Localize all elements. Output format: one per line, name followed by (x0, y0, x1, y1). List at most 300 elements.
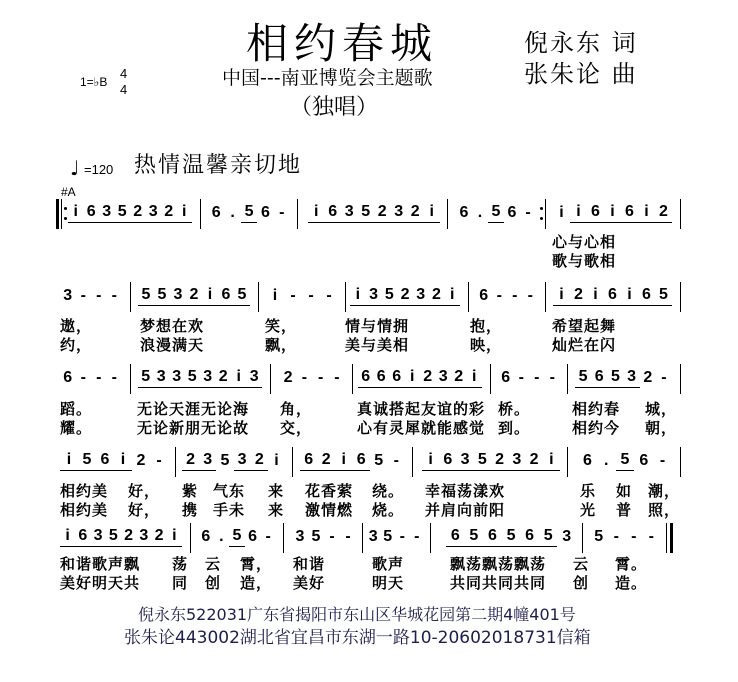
sustain-dash: - (631, 527, 637, 545)
note: 2 (182, 451, 199, 471)
lyric-verse2: 照， (648, 501, 681, 519)
note: 2 (570, 286, 587, 306)
lyric-verse1: 紫 (182, 482, 199, 500)
measure (60, 367, 122, 389)
note: 6 (353, 451, 371, 471)
augmentation-dot: . (603, 451, 609, 469)
note: 2 (655, 203, 672, 223)
lyric-verse1: 希望起舞 (552, 317, 617, 335)
note: 3 (457, 451, 474, 471)
bar-line (190, 523, 191, 553)
sustain-dash: - (279, 203, 285, 221)
note: 6 (520, 527, 539, 547)
note: i (553, 286, 570, 306)
note: 5 (655, 286, 672, 306)
sustain-dash: - (414, 527, 420, 545)
bar-line (582, 523, 583, 553)
sustain-dash: - (661, 368, 667, 386)
note: 2 (130, 203, 146, 223)
note: i (272, 286, 278, 304)
note: 3 (234, 451, 251, 471)
note: 3 (508, 451, 525, 471)
bar-line (545, 199, 546, 229)
lyric-verse2: 烧。 (372, 501, 405, 519)
note: 3 (200, 368, 216, 388)
measure (138, 285, 250, 307)
lyric-verse2: 无论新朋无论故 (137, 419, 250, 437)
note: 3 (199, 451, 216, 471)
lyric-verse2: 同 (172, 574, 189, 592)
bar-line (130, 282, 131, 312)
augmentation-dot: . (230, 203, 235, 221)
lyric-verse1: 花香萦 (305, 482, 354, 500)
note: i (231, 368, 247, 388)
note: 2 (374, 203, 391, 223)
note: 5 (383, 527, 393, 545)
note: 3 (136, 527, 151, 547)
note: i (405, 368, 421, 388)
repeat-dot (540, 217, 543, 220)
lyric-verse1: 角， (280, 400, 313, 418)
lyric-verse2: 来 (268, 501, 285, 519)
repeat-dot (64, 207, 67, 210)
note: i (604, 203, 621, 223)
sustain-dash: - (301, 368, 308, 386)
lyric-verse2: 到。 (498, 419, 531, 437)
bar-line (680, 282, 681, 312)
sustain-dash: - (156, 451, 162, 469)
note: 5 (185, 368, 201, 388)
note: 6 (248, 527, 258, 545)
lyric-verse1: 相约美 (60, 482, 109, 500)
bar-line (447, 199, 448, 229)
bar-line (283, 523, 284, 553)
note: 5 (154, 286, 170, 306)
lyric-verse1: 潮， (648, 482, 681, 500)
augmentation-dot: . (477, 203, 483, 221)
lyric-verse1: 城， (645, 400, 678, 418)
note: 6 (446, 527, 465, 547)
lyric-verse1: 幸福荡漾欢 (425, 482, 506, 500)
note: i (308, 203, 325, 223)
lyric-verse2: 交， (280, 419, 313, 437)
sustain-dash: - (111, 286, 117, 304)
bar-line (175, 447, 176, 477)
lyric-verse2: 美好 (293, 574, 326, 592)
note: 6 (582, 451, 592, 469)
note: i (444, 286, 460, 306)
performance-type: （独唱） (290, 95, 379, 120)
note: 5 (575, 368, 591, 388)
lyric-verse1: 心与心相 (552, 233, 617, 251)
lyric-verse1: 歌声 (372, 555, 405, 573)
note: 3 (146, 203, 162, 223)
note: 6 (638, 286, 655, 306)
note: 2 (186, 286, 202, 306)
sustain-dash: - (111, 368, 117, 386)
lyric-verse1: 情与情拥 (345, 317, 410, 335)
note: 5 (78, 451, 96, 471)
note: 2 (251, 451, 268, 471)
note: 3 (295, 527, 305, 545)
sustain-dash: - (613, 527, 619, 545)
sustain-dash: - (80, 286, 86, 304)
bar-line (362, 523, 363, 553)
note: 6 (591, 368, 607, 388)
lyricist-address: 倪永东522031广东省揭阳市东山区华城花园第二期4幢401号 (138, 605, 576, 624)
measure (446, 526, 576, 548)
note: i (114, 451, 132, 471)
repeat-dot (64, 217, 67, 220)
sustain-dash: - (648, 527, 654, 545)
note: 2 (407, 203, 424, 223)
measure (476, 285, 538, 307)
lyric-verse1: 来 (268, 482, 285, 500)
lyric-verse2: 飘， (265, 336, 298, 354)
lyric-verse2: 灿烂在闪 (552, 336, 617, 354)
note: 6 (501, 368, 511, 386)
note: 5 (616, 451, 635, 471)
measure (553, 202, 672, 224)
measure (456, 202, 536, 224)
lyric-verse1: 蹈。 (60, 400, 93, 418)
note: 2 (121, 527, 136, 547)
note: i (559, 203, 564, 221)
lyric-verse1: 梦想在欢 (140, 317, 205, 335)
sustain-dash: - (80, 368, 86, 386)
note: 6 (358, 368, 374, 388)
note: 3 (413, 286, 429, 306)
note: 3 (247, 368, 263, 388)
final-thin-bar (666, 523, 667, 553)
note: i (638, 203, 655, 223)
note: 6 (211, 203, 221, 221)
note: i (177, 203, 193, 223)
sustain-dash: - (525, 203, 531, 221)
note: 6 (260, 203, 270, 221)
lyric-verse2: 相约美 (60, 501, 109, 519)
lyric-verse1: 无论天涯无论海 (137, 400, 250, 418)
lyric-verse1: 如 (616, 482, 633, 500)
note: 2 (152, 527, 167, 547)
lyric-verse2: 造， (240, 574, 273, 592)
lyric-verse2: 普 (616, 501, 633, 519)
lyric-verse2: 共同共同共同 (450, 574, 547, 592)
note: 5 (220, 451, 230, 469)
sustain-dash: - (334, 368, 340, 386)
note: 3 (366, 286, 382, 306)
lyric-verse1: 好， (128, 482, 161, 500)
note: 5 (229, 527, 245, 547)
bar-line (567, 447, 568, 477)
note: i (621, 286, 638, 306)
lyric-verse1: 真诚搭起友谊的彩 (357, 400, 486, 418)
sustain-dash: - (393, 451, 399, 469)
bar-line (352, 364, 353, 394)
note: 3 (170, 286, 186, 306)
sustain-dash: - (512, 286, 518, 304)
lyric-verse2: 约， (60, 336, 93, 354)
note: 6 (63, 368, 73, 386)
sustain-dash: - (265, 527, 271, 545)
bar-line (680, 199, 681, 229)
lyric-verse1: 遨， (60, 317, 93, 335)
lyric-verse2: 映， (470, 336, 503, 354)
note: 5 (474, 451, 491, 471)
augmentation-dot: . (219, 527, 224, 545)
sustain-dash: - (496, 286, 502, 304)
lyric-verse2: 明天 (372, 574, 405, 592)
bar-line (545, 282, 546, 312)
note: 3 (341, 203, 358, 223)
sustain-dash: - (518, 368, 524, 386)
lyric-verse2: 创 (205, 574, 222, 592)
note: i (335, 451, 353, 471)
lyric-verse2: 创 (573, 574, 590, 592)
note: 2 (491, 451, 508, 471)
measure (182, 450, 285, 472)
note: 5 (594, 527, 604, 545)
note: 5 (374, 451, 384, 469)
measure (266, 285, 338, 307)
note: 5 (138, 286, 154, 306)
key-signature: 1=♭B (80, 75, 108, 89)
bar-line (258, 282, 259, 312)
note: 6 (483, 527, 502, 547)
bar-line (680, 447, 681, 477)
note: 2 (420, 368, 436, 388)
lyric-verse1: 霄， (240, 555, 273, 573)
note: 2 (451, 368, 467, 388)
measure (308, 202, 440, 224)
tempo-expression: 热情温馨亲切地 (134, 153, 303, 178)
note: i (202, 286, 218, 306)
bar-line (567, 364, 568, 394)
note: 2 (526, 451, 543, 471)
note: 6 (201, 527, 211, 545)
lyric-verse1: 荡 (172, 555, 189, 573)
lyric-verse2: 耀。 (60, 419, 93, 437)
note: 6 (84, 203, 100, 223)
sustain-dash: - (317, 368, 324, 386)
note: 5 (241, 203, 257, 223)
bar-line (430, 523, 431, 553)
measure (366, 526, 424, 548)
bar-line (490, 364, 491, 394)
note: i (467, 368, 483, 388)
note: i (587, 286, 604, 306)
lyric-verse2: 光 (580, 501, 597, 519)
sustain-dash: - (329, 527, 335, 545)
measure (60, 526, 182, 548)
sustain-dash: - (399, 527, 405, 545)
bar-line (270, 364, 271, 394)
tempo-bpm: =120 (84, 162, 114, 177)
note: 5 (502, 527, 521, 547)
lyric-verse2: 激情燃 (305, 501, 354, 519)
note: 6 (459, 203, 469, 221)
note: 5 (311, 527, 321, 545)
lyric-verse1: 相约春 (572, 400, 621, 418)
measure (422, 450, 560, 472)
lyric-verse2: 好， (128, 501, 161, 519)
composer-credit: 张朱论 曲 (524, 60, 638, 88)
note: 5 (539, 527, 558, 547)
note: 6 (439, 451, 456, 471)
repeat-start-thin-bar (61, 199, 62, 229)
note: 6 (621, 203, 638, 223)
note: 5 (488, 203, 504, 223)
note: 3 (562, 527, 572, 545)
note: 5 (381, 286, 397, 306)
measure (60, 285, 122, 307)
note: 6 (374, 368, 390, 388)
sustain-dash: - (345, 527, 351, 545)
note: i (570, 203, 587, 223)
lyric-verse1: 桥。 (498, 400, 531, 418)
note: i (68, 203, 84, 223)
note: 3 (154, 368, 170, 388)
note: 2 (216, 368, 232, 388)
note: 6 (96, 451, 114, 471)
measure (198, 526, 276, 548)
measure (138, 367, 262, 389)
note: 5 (138, 368, 154, 388)
song-subtitle: 中国---南亚博览会主题歌 (222, 67, 433, 89)
note: 5 (607, 368, 623, 388)
note: 2 (643, 368, 653, 386)
bar-line (345, 282, 346, 312)
lyric-verse2: 并肩向前阳 (425, 501, 506, 519)
bar-line (297, 199, 298, 229)
sustain-dash: - (534, 368, 540, 386)
note: i (60, 451, 78, 471)
measure (350, 285, 460, 307)
quarter-note-icon: ♩ (70, 156, 80, 180)
note: 5 (358, 203, 375, 223)
sustain-dash: - (96, 368, 102, 386)
note: i (350, 286, 366, 306)
lyric-verse1: 云 (205, 555, 222, 573)
note: 6 (218, 286, 234, 306)
section-mark: #A (61, 185, 76, 199)
measure (280, 367, 345, 389)
time-signature-numerator: 4 (120, 66, 128, 81)
lyric-verse2: 手未 (213, 501, 246, 519)
note: i (167, 527, 182, 547)
note: 2 (397, 286, 413, 306)
measure (292, 526, 356, 548)
time-signature-denominator: 4 (120, 82, 128, 97)
note: 2 (429, 286, 445, 306)
note: i (422, 451, 439, 471)
lyric-verse2: 携 (182, 501, 199, 519)
lyric-verse2: 浪漫满天 (140, 336, 205, 354)
note: i (274, 451, 279, 469)
note: 5 (234, 286, 250, 306)
note: 3 (99, 203, 115, 223)
sustain-dash: - (290, 286, 296, 304)
lyric-verse2: 心有灵犀就能感觉 (357, 419, 486, 437)
measure (208, 202, 290, 224)
note: i (60, 527, 75, 547)
lyric-verse1: 乐 (580, 482, 597, 500)
bar-line (292, 447, 293, 477)
lyric-verse2: 相约今 (572, 419, 621, 437)
bar-line (468, 282, 469, 312)
lyric-verse1: 气东 (213, 482, 246, 500)
lyric-verse1: 云 (573, 555, 590, 573)
note: 2 (161, 203, 177, 223)
lyric-verse2: 歌与歌相 (552, 252, 617, 270)
lyricist-credit: 倪永东 词 (524, 29, 638, 57)
note: 5 (115, 203, 131, 223)
measure (300, 450, 405, 472)
sustain-dash: - (308, 286, 314, 304)
note: 3 (63, 286, 73, 304)
note: 6 (389, 368, 405, 388)
measure (358, 367, 482, 389)
sustain-dash: - (549, 368, 555, 386)
note: 3 (624, 368, 640, 388)
lyric-verse1: 霄。 (615, 555, 648, 573)
song-title: 相约春城 (246, 19, 439, 68)
lyric-verse1: 绕。 (372, 482, 405, 500)
bar-line (412, 447, 413, 477)
note: 6 (507, 203, 517, 221)
repeat-dot (540, 207, 543, 210)
sustain-dash: - (659, 451, 666, 469)
bar-line (200, 199, 201, 229)
note: 3 (368, 527, 378, 545)
lyric-verse1: 和谐 (293, 555, 326, 573)
sustain-dash: - (527, 286, 533, 304)
lyric-verse2: 朝， (645, 419, 678, 437)
bar-line (680, 364, 681, 394)
note: 2 (136, 451, 146, 469)
lyric-verse1: 笑， (265, 317, 298, 335)
repeat-start-thick-bar (56, 199, 59, 229)
note: i (424, 203, 441, 223)
lyric-verse1: 飘荡飘荡飘荡 (450, 555, 547, 573)
note: 5 (106, 527, 121, 547)
sustain-dash: - (326, 286, 332, 304)
note: 6 (604, 286, 621, 306)
note: 3 (391, 203, 408, 223)
bar-line (130, 364, 131, 394)
lyric-verse2: 美与美相 (345, 336, 410, 354)
sustain-dash: - (96, 286, 102, 304)
note: 5 (465, 527, 484, 547)
note: 6 (325, 203, 342, 223)
note: 6 (587, 203, 604, 223)
composer-address: 张朱论443002湖北省宜昌市东湖一路10-20602018731信箱 (124, 628, 591, 648)
final-thick-bar (670, 523, 673, 553)
measure (575, 367, 672, 389)
note: 3 (91, 527, 106, 547)
measure (60, 450, 168, 472)
lyric-verse2: 美好明天共 (60, 574, 141, 592)
note: 3 (436, 368, 452, 388)
note: 2 (283, 368, 293, 386)
note: 6 (75, 527, 90, 547)
measure (590, 526, 660, 548)
note: 6 (300, 451, 318, 471)
lyric-verse1: 和谐歌声飘 (60, 555, 141, 573)
measure (498, 367, 560, 389)
measure (68, 202, 192, 224)
lyric-verse2: 造。 (615, 574, 648, 592)
